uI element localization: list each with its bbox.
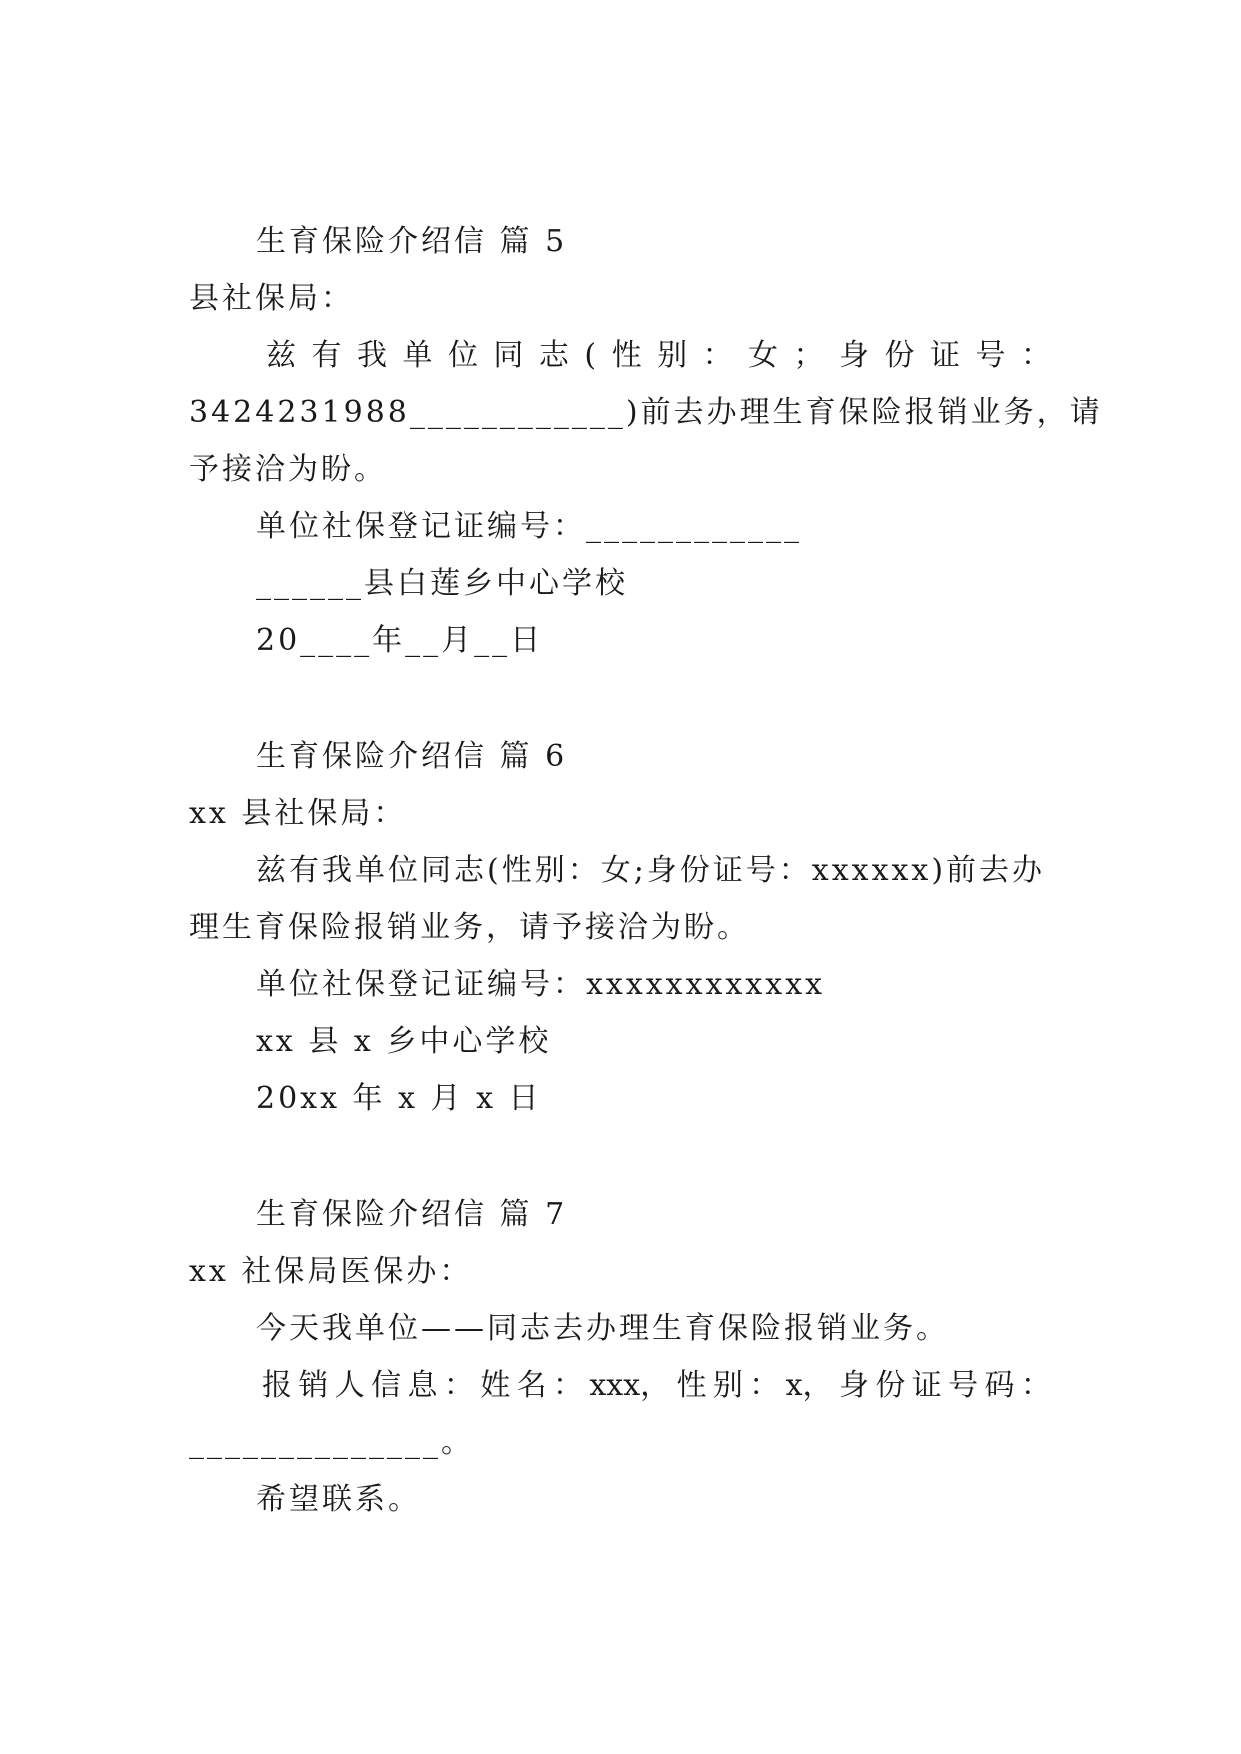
section-5-body-char: ； <box>793 338 824 373</box>
section-5-body-line-3: 予接洽为盼。 <box>189 452 387 487</box>
section-5-body-char: 有 <box>311 338 342 373</box>
section-5-body-char: 身 <box>839 338 870 373</box>
section-5-body-char: 位 <box>447 338 478 373</box>
section-7-info-char: ： <box>443 1368 474 1403</box>
section-5-reg-number: 单位社保登记证编号：____________ <box>256 509 802 544</box>
section-5-body-char: 志 <box>538 338 569 373</box>
section-7-info-char: 号 <box>948 1368 979 1403</box>
section-7-info-char: 身 <box>838 1368 869 1403</box>
section-5-body-char: 号 <box>975 338 1006 373</box>
section-7-info-char: ： <box>749 1368 780 1403</box>
section-5-body-char: 份 <box>884 338 915 373</box>
section-7-info-char: 销 <box>298 1368 329 1403</box>
section-5-body-char: 兹 <box>266 338 296 373</box>
section-7-info-char: 证 <box>911 1368 942 1403</box>
section-5-body-char: 别 <box>657 338 688 373</box>
section-5-body-char: 同 <box>493 338 524 373</box>
section-6-body-line-1: 兹有我单位同志(性别：女;身份证号：xxxxxx)前去办 <box>256 853 1046 888</box>
section-7-salutation: xx 社保局医保办： <box>189 1254 473 1289</box>
section-5-title: 生育保险介绍信 篇 5 <box>256 224 568 259</box>
section-5-body-char: 女 <box>748 338 779 373</box>
section-7-info-char: 息 <box>407 1368 438 1403</box>
section-6-org: xx 县 x 乡中心学校 <box>256 1024 552 1059</box>
section-7-info-line-1 <box>262 1366 1051 1406</box>
section-5-body-char: ( <box>584 338 597 373</box>
section-7-closing: 希望联系。 <box>256 1482 421 1517</box>
section-5-body-char: 我 <box>356 338 387 373</box>
section-7-info-char: 性 <box>676 1368 707 1403</box>
section-7-info-line-2: ______________。 <box>189 1425 474 1460</box>
section-5-body-char: 证 <box>929 338 960 373</box>
section-7-info-char: xxx， <box>589 1368 671 1403</box>
section-7-info-char: ： <box>553 1368 583 1403</box>
section-5-body-char: ： <box>702 338 733 373</box>
section-5-salutation: 县社保局： <box>189 281 354 316</box>
section-7-info-char: 码 <box>984 1368 1015 1403</box>
section-5-body-char: 性 <box>611 338 642 373</box>
section-5-body-char: ： <box>1020 338 1051 373</box>
section-7-info-char: 份 <box>875 1368 906 1403</box>
section-5-date: 20____年__月__日 <box>256 623 544 658</box>
section-7-info-char: 人 <box>334 1368 365 1403</box>
section-7-info-char: 别 <box>712 1368 743 1403</box>
section-6-title: 生育保险介绍信 篇 6 <box>256 739 568 774</box>
section-7-info-char: 报 <box>262 1368 292 1403</box>
section-6-date: 20xx 年 x 月 x 日 <box>256 1081 542 1116</box>
section-7-info-char: 信 <box>371 1368 402 1403</box>
section-6-salutation: xx 县社保局： <box>189 796 407 831</box>
section-7-body-line-1: 今天我单位——同志去办理生育保险报销业务。 <box>256 1311 949 1346</box>
section-7-info-char: ： <box>1020 1368 1051 1403</box>
section-5-body-line-2: 3424231988____________)前去办理生育保险报销业务，请 <box>189 395 1103 430</box>
section-6-body-line-2: 理生育保险报销业务，请予接洽为盼。 <box>189 910 750 945</box>
section-7-title: 生育保险介绍信 篇 7 <box>256 1197 568 1232</box>
section-7-info-char: x， <box>785 1368 833 1403</box>
section-5-org: ______县白莲乡中心学校 <box>256 566 628 601</box>
section-5-body-line-1 <box>266 336 1051 376</box>
section-5-body-char: 单 <box>402 338 433 373</box>
section-7-info-char: 名 <box>516 1368 547 1403</box>
section-6-reg-number: 单位社保登记证编号：xxxxxxxxxxxx <box>256 967 826 1002</box>
section-7-info-char: 姓 <box>480 1368 511 1403</box>
